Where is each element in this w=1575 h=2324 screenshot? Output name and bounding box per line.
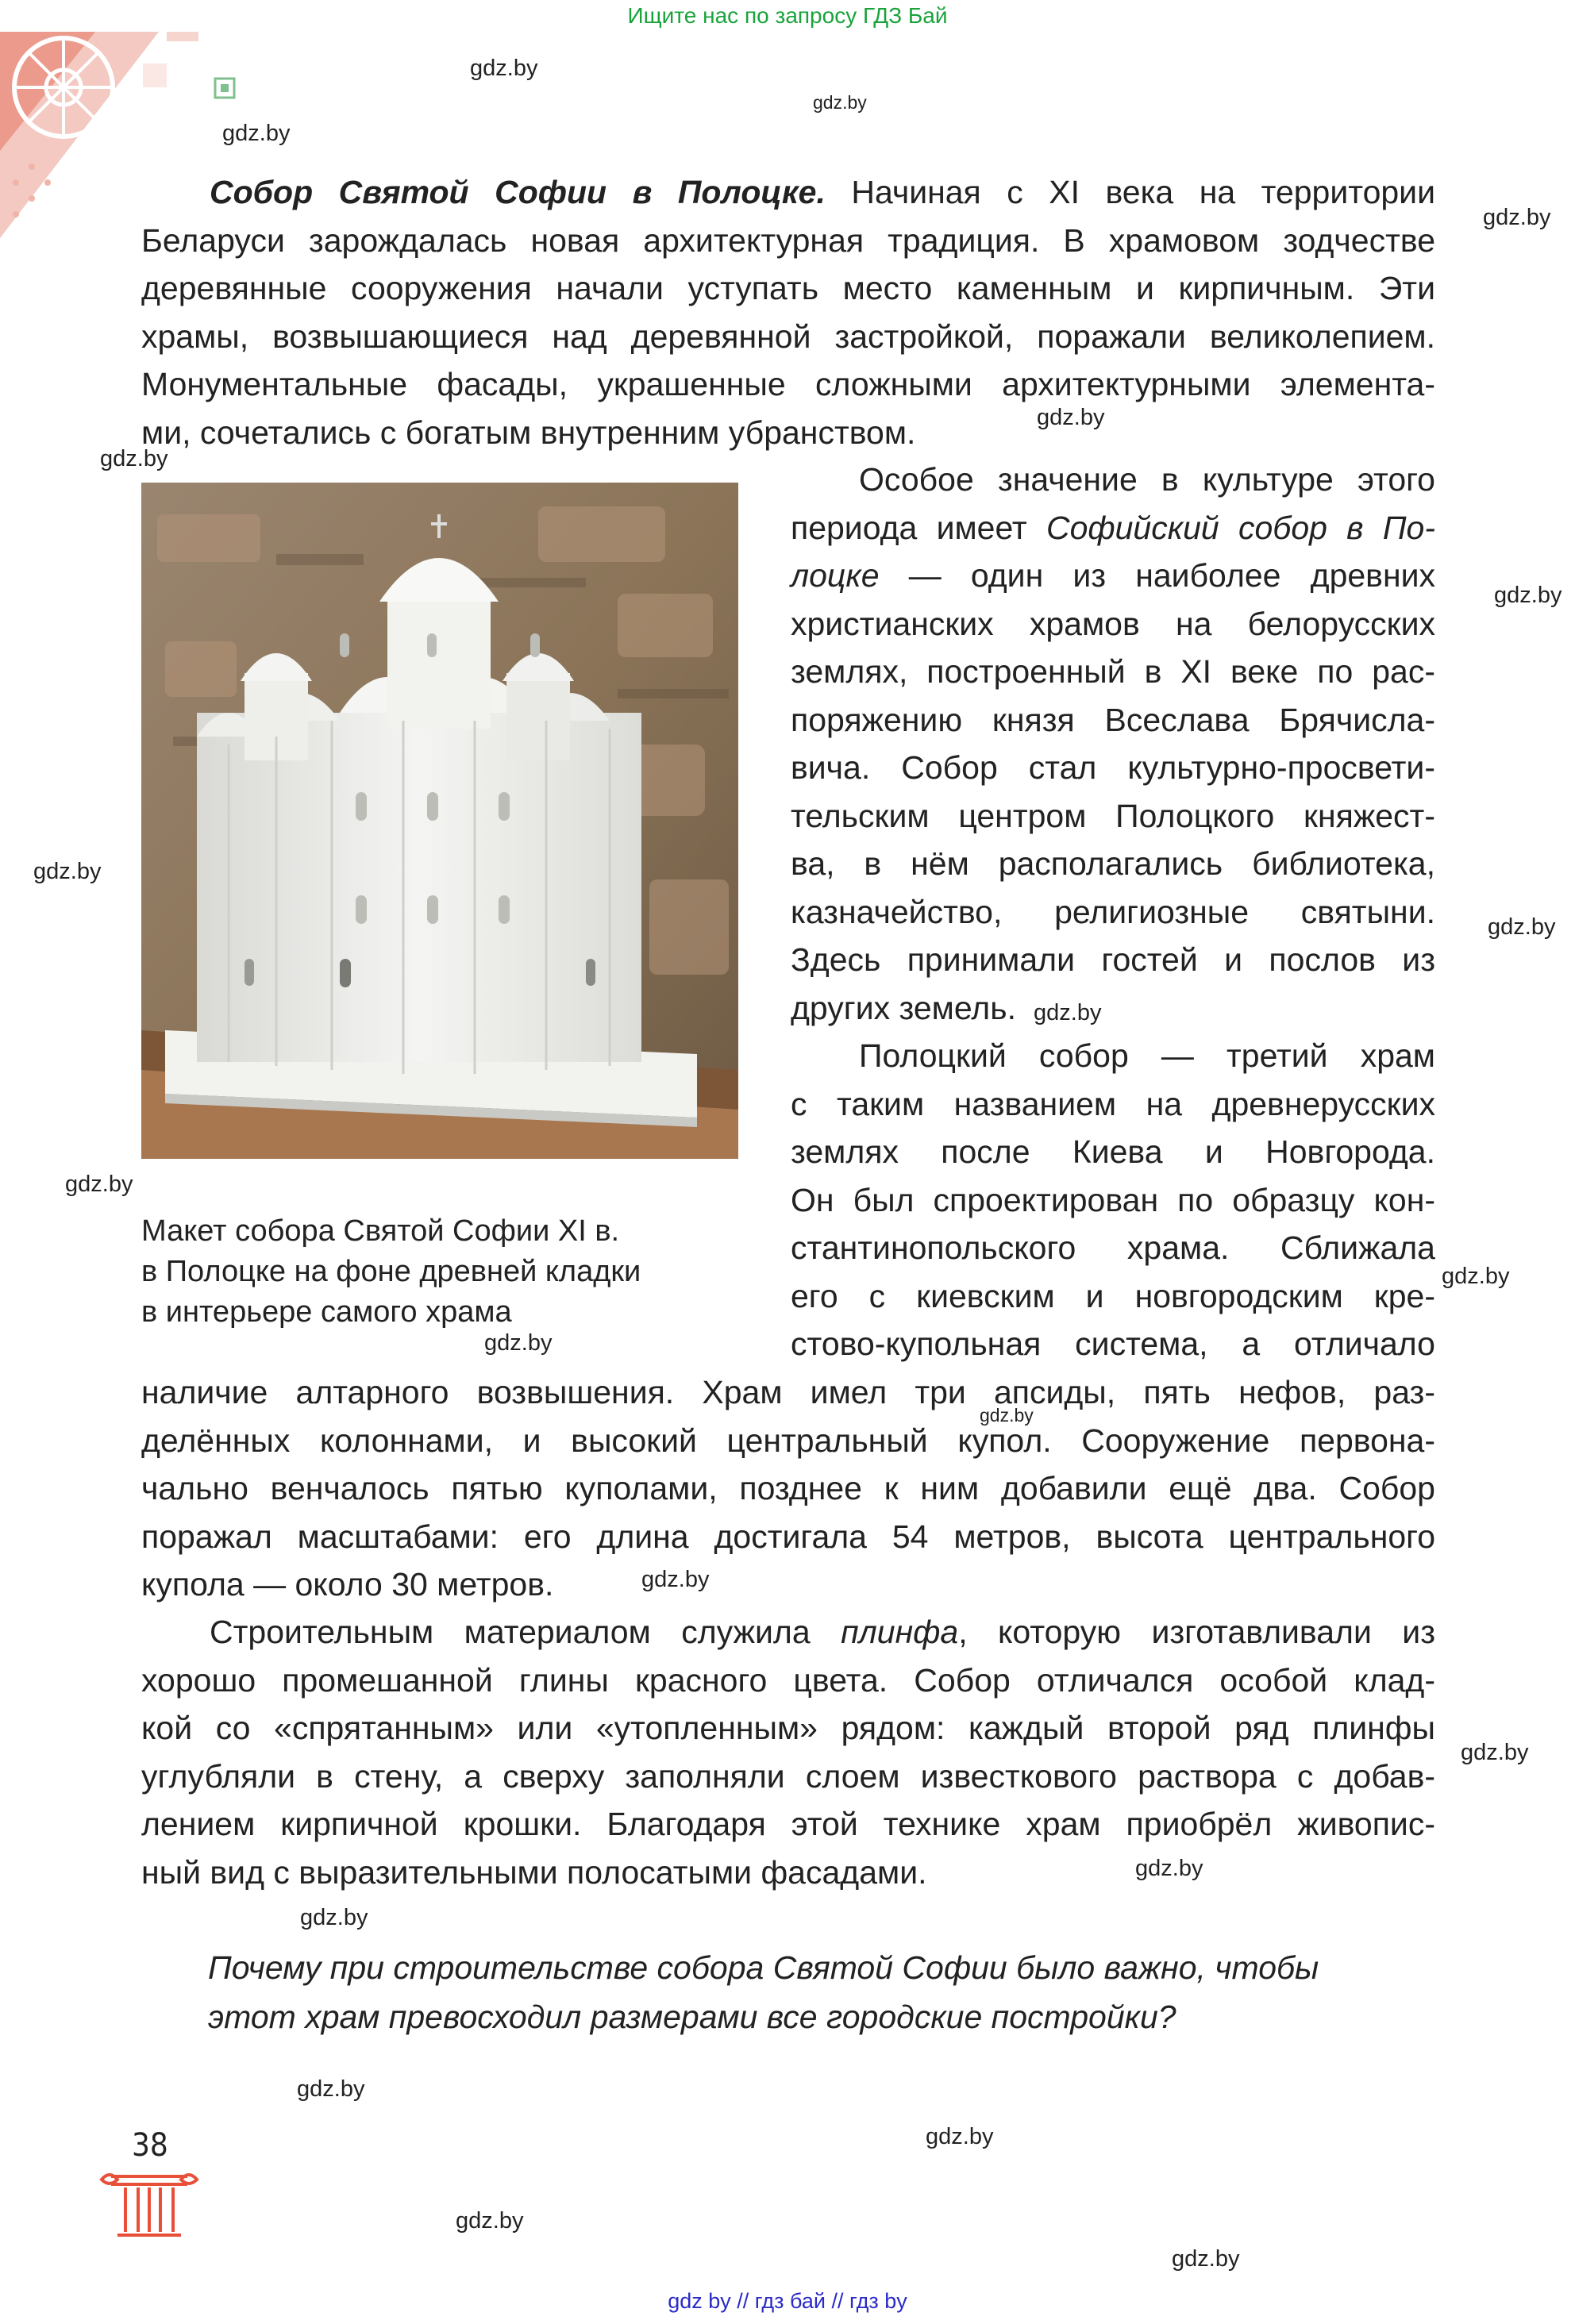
section-title: Собор Святой Софии в Полоцке.	[210, 174, 826, 210]
qr-icon	[213, 76, 237, 100]
text-line: христианских храмов на белорусских	[791, 605, 1435, 642]
watermark: gdz.by	[813, 92, 867, 113]
text-line: Монументальные фасады, украшенные сложными архитектурными элемента-	[141, 366, 1435, 402]
watermark: gdz.by	[1494, 583, 1562, 608]
watermark: gdz.by	[1135, 1856, 1203, 1881]
watermark: gdz.by	[65, 1172, 133, 1197]
text-line: стово-купольная система, а отличало	[791, 1326, 1435, 1362]
watermark: gdz.by	[222, 121, 291, 146]
text-line: казначейство, религиозные святыни.	[791, 893, 1435, 930]
text-line: периода имеет Софийский собор в По-	[791, 509, 1435, 546]
emphasis-term: лоцке	[791, 557, 880, 594]
column-icon	[94, 2168, 205, 2240]
text-line: наличие алтарного возвышения. Храм имел три апсиды, пять нефов, раз-	[141, 1374, 1435, 1410]
question-line: Почему при строительстве собора Святой Софии было важно, чтобы	[208, 1949, 1319, 1986]
watermark: gdz.by	[980, 1405, 1034, 1426]
watermark: gdz.by	[641, 1567, 710, 1592]
photo-caption	[141, 1211, 745, 1333]
watermark: gdz.by	[1034, 1000, 1102, 1025]
text-line: кой со «спрятанным» или «утопленным» рядом: каждый второй ряд плинфы	[141, 1710, 1435, 1746]
emphasis-term: Софийский собор в По-	[1046, 509, 1435, 546]
text-line: землях после Киева и Новгорода.	[791, 1133, 1435, 1170]
text-line: тельским центром Полоцкого княжест-	[791, 797, 1435, 834]
text-line: хорошо промешанной глины красного цвета. Собор отличался особой клад-	[141, 1661, 1435, 1699]
text-line: других земель.	[791, 989, 1016, 1026]
text-line: землях, построенный в XI веке по рас-	[791, 653, 1435, 690]
text-line: ва, в нём располагались библиотека,	[791, 845, 1435, 882]
watermark: gdz.by	[1483, 205, 1551, 230]
watermark: gdz.by	[1037, 405, 1105, 430]
text-line: поряжению князя Всеслава Брячисла-	[791, 701, 1435, 738]
intro-paragraph	[141, 168, 1435, 456]
text-line: делённых колоннами, и высокий центральный купол. Сооружение первона-	[141, 1422, 1435, 1459]
text-line: ный вид с выразительными полосатыми фасадами.	[141, 1853, 927, 1891]
watermark: gdz.by	[456, 2208, 524, 2234]
text-line: Строительным материалом служила плинфа, которую изготавливали из	[210, 1614, 1435, 1650]
watermark: gdz.by	[1461, 1740, 1529, 1765]
material-paragraph	[141, 1608, 1435, 1896]
watermark: gdz.by	[1488, 914, 1556, 940]
watermark: gdz.by	[300, 1905, 368, 1930]
watermark: gdz.by	[484, 1330, 553, 1356]
intro-first-line: Собор Святой Софии в Полоцке. Начиная с XI века на территории	[210, 174, 1435, 210]
side-paragraph-1	[791, 456, 1435, 1032]
watermark: gdz.by	[297, 2076, 365, 2102]
text-line: чально венчалось пятью куполами, позднее к ним добавили ещё два. Собор	[141, 1470, 1435, 1506]
text-line: поражал масштабами: его длина достигала 54 метров, высота центрального	[141, 1518, 1435, 1555]
caption-line: в Полоцке на фоне древней кладки	[141, 1255, 641, 1288]
text-line: лением кирпичной крошки. Благодаря этой технике храм приобрёл живопис-	[141, 1806, 1435, 1842]
text-line: углубляли в стену, а сверху заполняли слоем известкового раствора с добав-	[141, 1757, 1435, 1795]
side-paragraph-2	[791, 1032, 1435, 1368]
watermark: gdz.by	[470, 56, 538, 81]
watermark: gdz.by	[1172, 2246, 1240, 2272]
text-line: стантинопольского храма. Сближала	[791, 1229, 1435, 1266]
cathedral-model-photo	[141, 483, 738, 1159]
page-number: 38	[132, 2127, 168, 2164]
text-line: Полоцкий собор — третий храм	[859, 1037, 1435, 1074]
watermark: gdz.by	[1442, 1264, 1510, 1289]
watermark: gdz.by	[33, 859, 102, 884]
watermark: gdz.by	[100, 446, 168, 471]
text-line: Он был спроектирован по образцу кон-	[791, 1181, 1435, 1218]
text-line: лоцке — один из наиболее древних	[791, 557, 1435, 594]
caption-line: Макет собора Святой Софии XI в.	[141, 1214, 620, 1248]
emphasis-term: плинфа	[841, 1614, 959, 1650]
footer-links[interactable]: gdz by // гдз бай // гдз by	[668, 2289, 907, 2313]
text-line: его с киевским и новгородским кре-	[791, 1277, 1435, 1314]
watermark: gdz.by	[926, 2124, 994, 2149]
text-line: храмы, возвышающиеся над деревянной застройкой, поражали великолепием.	[141, 317, 1435, 355]
top-banner[interactable]: Ищите нас по запросу ГДЗ Бай	[627, 3, 948, 28]
review-question	[208, 1943, 1446, 2041]
continuation-paragraph	[141, 1368, 1435, 1609]
text-line: с таким названием на древнерусских	[791, 1085, 1435, 1122]
caption-line: в интерьере самого храма	[141, 1295, 512, 1329]
text-line: ми, сочетались с богатым внутренним убранством.	[141, 414, 916, 451]
text-line: деревянные сооружения начали уступать место каменным и кирпичным. Эти	[141, 270, 1435, 306]
text-line: вича. Собор стал культурно-просвети-	[791, 749, 1435, 786]
question-line: этот храм превосходил размерами все городские постройки?	[208, 1999, 1176, 2035]
text-line: купола — около 30 метров.	[141, 1566, 554, 1603]
text-line: Особое значение в культуре этого	[859, 461, 1435, 498]
text-line: Здесь принимали гостей и послов из	[791, 941, 1435, 978]
text-line: Беларуси зарождалась новая архитектурная традиция. В храмовом зодчестве	[141, 221, 1435, 259]
